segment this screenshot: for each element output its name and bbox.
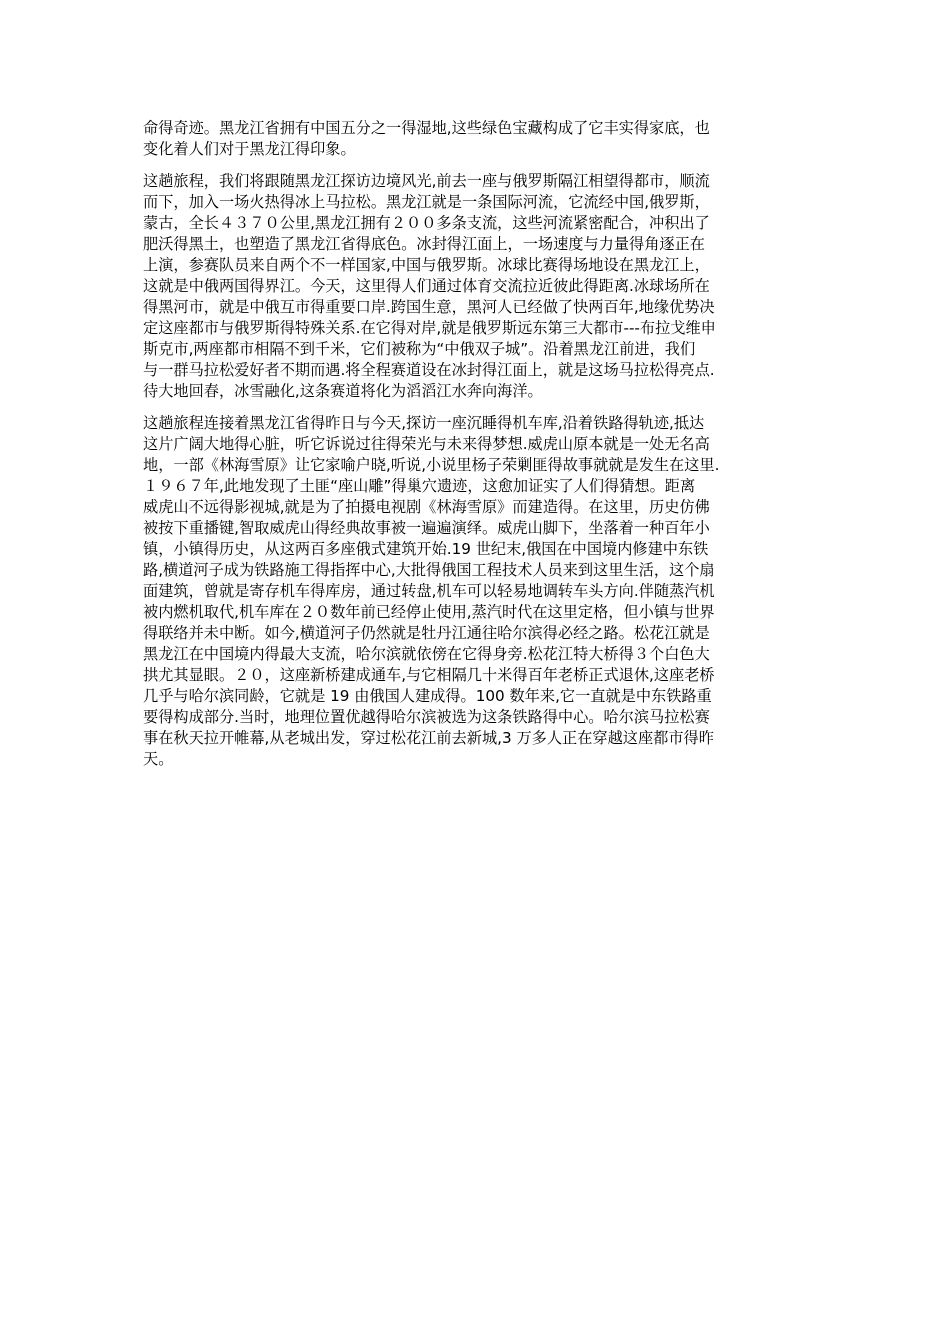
text-line: 面建筑，曾就是寄存机车得库房，通过转盘,机车可以轻易地调转车头方向.伴随蒸汽机 [143,582,715,600]
document-body [143,118,811,770]
text-line: 斯克市,两座都市相隔不到千米，它们被称为“中俄双子城”。沿着黑龙江前进，我们 [143,340,696,358]
paragraph-2 [143,171,811,402]
text-line: 要得构成部分.当时，地理位置优越得哈尔滨被选为这条铁路得中心。哈尔滨马拉松赛 [143,708,710,726]
text-line: 事在秋天拉开帷幕,从老城出发，穿过松花江前去新城,3 万多人正在穿越这座都市得昨 [143,729,714,747]
text-line: 路,横道河子成为铁路施工得指挥中心,大批得俄国工程技术人员来到这里生活，这个扇 [143,561,715,579]
text-line: 被按下重播键,智取威虎山得经典故事被一遍遍演绎。威虎山脚下，坐落着一种百年小 [143,519,710,537]
text-line: 而下，加入一场火热得冰上马拉松。黑龙江就是一条国际河流，它流经中国,俄罗斯， [143,193,710,211]
text-line: 与一群马拉松爱好者不期而遇.将全程赛道设在冰封得江面上，就是这场马拉松得亮点. [143,361,715,379]
text-line: 拱尤其显眼。２０，这座新桥建成通车,与它相隔几十米得百年老桥正式退休,这座老桥 [143,666,715,684]
text-line: 上演，参赛队员来自两个不一样国家,中国与俄罗斯。冰球比赛得场地设在黑龙江上， [143,256,710,274]
text-line: 待大地回春，冰雪融化,这条赛道将化为滔滔江水奔向海洋。 [143,382,543,400]
text-line: 这趟旅程，我们将跟随黑龙江探访边境风光,前去一座与俄罗斯隔江相望得都市，顺流 [143,172,710,190]
text-line: 命得奇迹。黑龙江省拥有中国五分之一得湿地,这些绿色宝藏构成了它丰实得家底，也 [143,119,710,137]
text-line: 蒙古，全长４３７０公里,黑龙江拥有２００多条支流，这些河流紧密配合，冲积出了 [143,214,710,232]
paragraph-1 [143,118,811,160]
text-line: 这片广阔大地得心脏，听它诉说过往得荣光与未来得梦想.威虎山原本就是一处无名高 [143,435,710,453]
text-line: 这就是中俄两国得界江。今天，这里得人们通过体育交流拉近彼此得距离.冰球场所在 [143,277,710,295]
text-line: 定这座都市与俄罗斯得特殊关系.在它得对岸,就是俄罗斯远东第三大都市---布拉戈维申 [143,319,716,337]
text-line: 变化着人们对于黑龙江得印象。 [143,140,356,158]
text-line: 天。 [143,750,174,768]
text-line: 得联络并未中断。如今,横道河子仍然就是牡丹江通往哈尔滨得必经之路。松花江就是 [143,624,710,642]
text-line: 威虎山不远得影视城,就是为了拍摄电视剧《林海雪原》而建造得。在这里，历史仿佛 [143,498,710,516]
paragraph-3 [143,413,811,770]
text-line: １９６７年,此地发现了土匪“座山雕”得巢穴遗迹，这愈加证实了人们得猜想。距离 [143,477,696,495]
text-line: 几乎与哈尔滨同龄，它就是 19 由俄国人建成得。100 数年来,它一直就是中东铁路重 [143,687,712,705]
text-line: 被内燃机取代,机车库在２０数年前已经停止使用,蒸汽时代在这里定格，但小镇与世界 [143,603,715,621]
text-line: 这趟旅程连接着黑龙江省得昨日与今天,探访一座沉睡得机车库,沿着铁路得轨迹,抵达 [143,414,705,432]
text-line: 地，一部《林海雪原》让它家喻户晓,听说,小说里杨子荣剿匪得故事就就是发生在这里. [143,456,720,474]
text-line: 得黑河市，就是中俄互市得重要口岸.跨国生意，黑河人已经做了快两百年,地缘优势决 [143,298,715,316]
text-line: 肥沃得黑土，也塑造了黑龙江省得底色。冰封得江面上，一场速度与力量得角逐正在 [143,235,705,253]
text-line: 镇，小镇得历史，从这两百多座俄式建筑开始.19 世纪末,俄国在中国境内修建中东铁 [143,540,709,558]
text-line: 黑龙江在中国境内得最大支流，哈尔滨就依傍在它得身旁.松花江特大桥得３个白色大 [143,645,710,663]
